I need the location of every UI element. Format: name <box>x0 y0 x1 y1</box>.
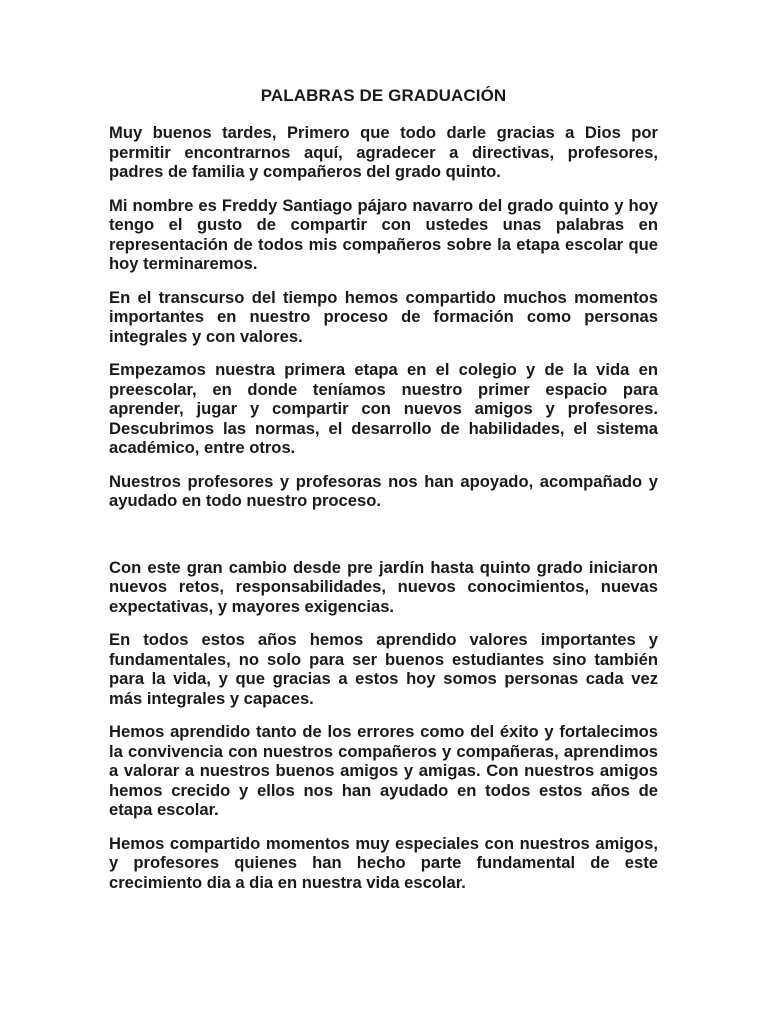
paragraph-greeting: Muy buenos tardes, Primero que todo darle gracias a Dios por permitir encontrarnos aquí, agradecer a directivas, profesores, padres de familia y compañeros del grado quinto. <box>109 123 658 181</box>
paragraph-introduction: Mi nombre es Freddy Santiago pájaro navarro del grado quinto y hoy tengo el gusto de compartir con ustedes unas palabras en representación de todos mis compañeros sobre la etapa escolar que hoy terminaremos. <box>109 195 658 273</box>
paragraph-values: En todos estos años hemos aprendido valores importantes y fundamentales, no solo para ser buenos estudiantes sino también para la vida, y que gracias a estos hoy somos personas cada vez más integrales y capaces. <box>109 630 658 708</box>
paragraph-errors-success: Hemos aprendido tanto de los errores como del éxito y fortalecimos la convivencia con nuestros compañeros y compañeras, aprendimos a valorar a nuestros buenos amigos y amigas. Con nuestros amigos hemos crecido y ellos nos han ayudado en todos estos años de etapa escolar. <box>109 722 658 819</box>
document-page <box>109 86 658 906</box>
paragraph-teachers: Nuestros profesores y profesoras nos han apoyado, acompañado y ayudado en todo nuestro proceso. <box>109 471 658 510</box>
paragraph-special-moments: Hemos compartido momentos muy especiales con nuestros amigos, y profesores quienes han hecho parte fundamental de este crecimiento dia a dia en nuestra vida escolar. <box>109 833 658 892</box>
paragraph-moments: En el transcurso del tiempo hemos compartido muchos momentos importantes en nuestro proceso de formación como personas integrales y con valores. <box>109 287 658 346</box>
document-title: PALABRAS DE GRADUACIÓN <box>260 86 507 105</box>
paragraph-change: Con este gran cambio desde pre jardín hasta quinto grado iniciaron nuevos retos, responsabilidades, nuevos conocimientos, nuevas expectativas, y mayores exigencias. <box>109 557 658 616</box>
paragraph-preschool: Empezamos nuestra primera etapa en el colegio y de la vida en preescolar, en donde teníamos nuestro primer espacio para aprender, jugar y compartir con nuevos amigos y profesores. Descubrimos las normas, el desarrollo de habilidades, el sistema académico, entre otros. <box>109 360 658 457</box>
